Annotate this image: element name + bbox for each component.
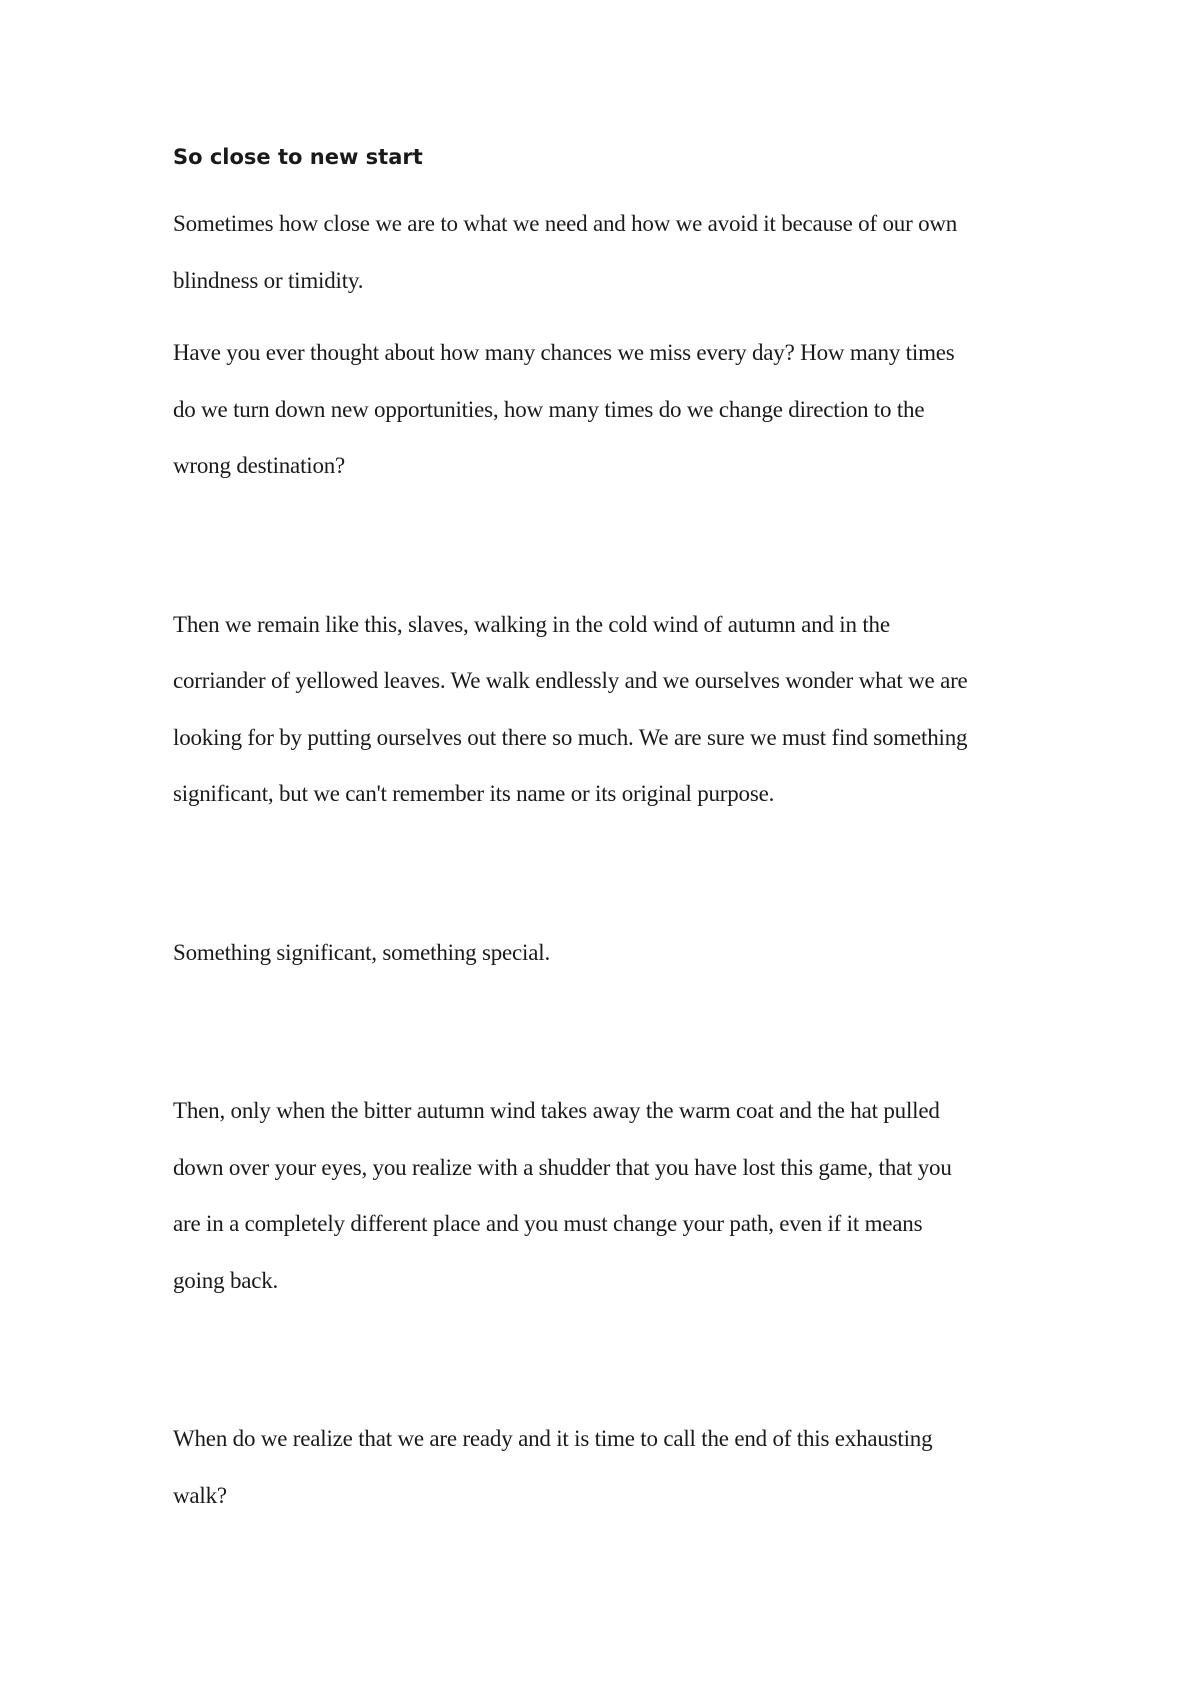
blank-paragraph [173,997,1053,1083]
text-line: blindness or timidity. [173,267,364,293]
blank-paragraph [173,839,1053,925]
text-line: do we turn down new opportunities, how many times do we change direction to the [173,396,925,422]
text-line: significant, but we can't remember its name or its original purpose. [173,781,775,806]
text-line: wrong destination? [173,453,346,478]
text-line: corriander of yellowed leaves. We walk endlessly and we ourselves wonder what we are [173,668,968,693]
text-line: Then, only when the bitter autumn wind takes away the warm coat and the hat pulled [173,1098,940,1123]
blank-paragraph [173,1325,1053,1411]
text-line: looking for by putting ourselves out there so much. We are sure we must find something [173,724,968,750]
document-body [173,140,1053,1540]
paragraph-5 [173,1083,1053,1309]
document-title: So close to new start [173,145,423,169]
text-line: walk? [173,1482,227,1508]
paragraph-6 [173,1411,1053,1524]
text-line: down over your eyes, you realize with a shudder that you have lost this game, that you [173,1154,952,1180]
text-line: going back. [173,1267,279,1293]
paragraph-3 [173,597,1053,823]
text-line: are in a completely different place and you must change your path, even if it means [173,1211,923,1236]
text-line: Something significant, something special. [173,939,550,965]
text-line: Have you ever thought about how many chances we miss every day? How many times [173,340,955,365]
paragraph-1 [173,196,1053,309]
paragraph-4 [173,925,1053,982]
text-line: Sometimes how close we are to what we need and how we avoid it because of our own [173,211,958,236]
paragraph-2 [173,325,1053,495]
text-line: When do we realize that we are ready and it is time to call the end of this exhausting [173,1426,933,1451]
text-line: Then we remain like this, slaves, walking in the cold wind of autumn and in the [173,611,890,637]
blank-paragraph [173,511,1053,597]
